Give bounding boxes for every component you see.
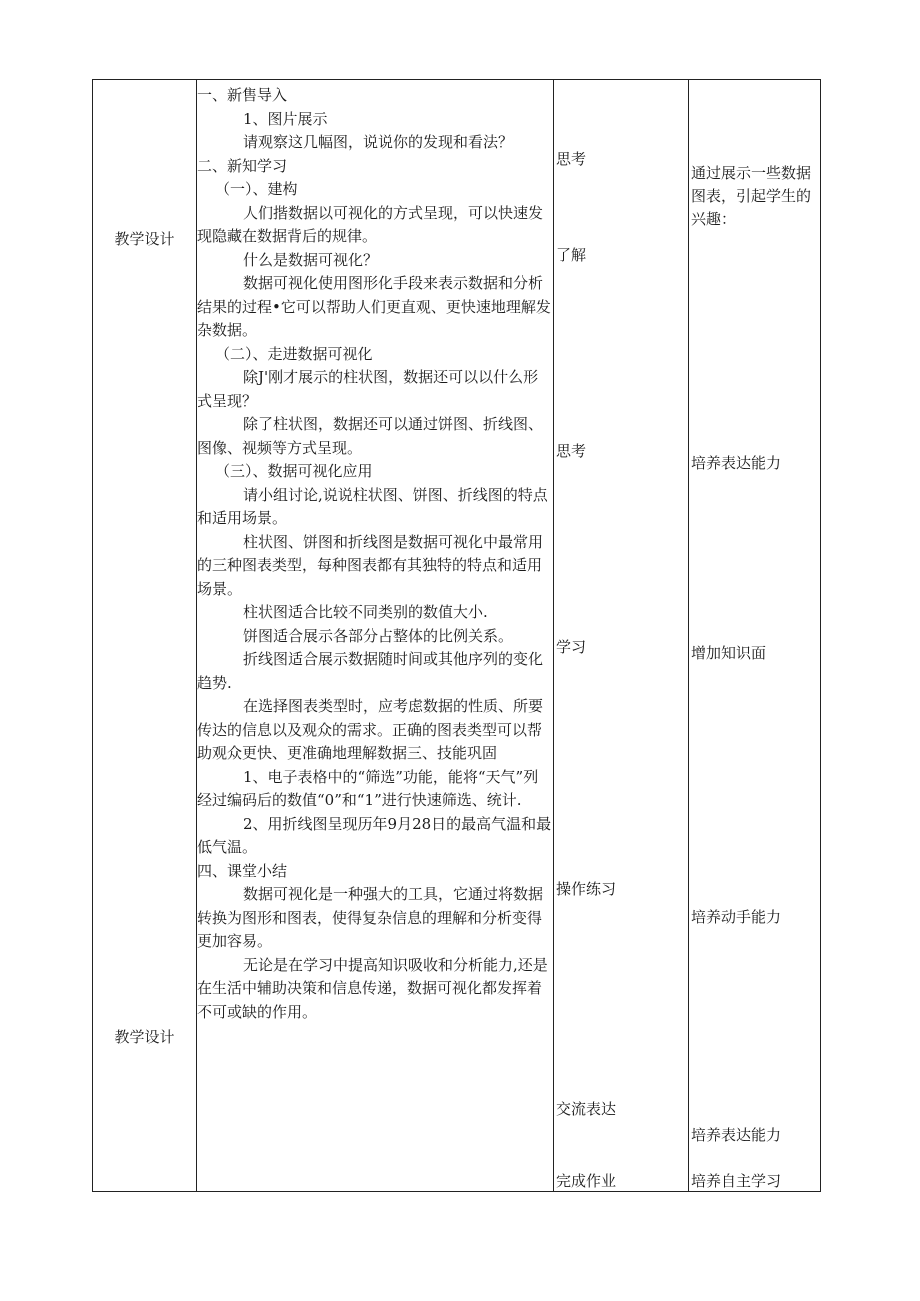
- activity-understand: 了解: [556, 246, 587, 264]
- content-paragraph: （二）、走进数据可视化: [215, 344, 373, 363]
- content-paragraph: 请小组讨论,说说柱状图、饼图、折线图的特点和适用场景。: [197, 485, 548, 527]
- activity-study: 学习: [556, 638, 587, 656]
- activity-homework: 完成作业: [556, 1172, 617, 1190]
- content-paragraph: 人们揩数据以可视化的方式呈现，可以快速发现隐藏在数据背后的规律。: [197, 203, 544, 245]
- content-paragraph: 数据可视化是一种强大的工具，它通过将数据转换为图形和图表，使得复杂信息的理解和分析变得更加容易。: [197, 885, 544, 950]
- activity-practice: 操作练习: [556, 880, 617, 898]
- content-paragraph: （三）、数据可视化应用: [215, 462, 373, 480]
- content-paragraph: 数据可视化使用图形化手段来表示数据和分析结果的过程•它可以帮助人们更直观、更快速地理解发杂数据。: [197, 274, 551, 339]
- content-paragraph: 除了柱状图，数据还可以通过饼图、折线图、图像、视频等方式呈现。: [197, 415, 544, 457]
- content-paragraph: 折线图适合展示数据随时间或其他序列的变化趋势.: [197, 650, 544, 692]
- activity-think-1: 思考: [556, 150, 587, 168]
- section-label-top: 教学设计: [114, 230, 175, 248]
- content-paragraph: 请观察这几幅图，说说你的发现和看法？: [243, 133, 514, 151]
- activity-express: 交流表达: [556, 1100, 617, 1118]
- intent-expression-1: 培养表达能力: [691, 454, 782, 472]
- content-paragraph: 1、电子表格中的“筛选”功能，能将“天气”列经过编码后的数值“0”和“1”进行快速筛选、统计.: [197, 767, 539, 809]
- column-divider: [553, 80, 554, 1191]
- content-paragraph: 2、用折线图呈现历年9月28日的最高气温和最低气温。: [197, 814, 552, 856]
- content-paragraph: （一）、建构: [215, 180, 298, 198]
- content-paragraph: 一、新售导入: [197, 86, 288, 104]
- content-paragraph: 柱状图、饼图和折线图是数据可视化中最常用的三种图表类型，每种图表都有其独特的特点和适用场景。: [197, 532, 544, 598]
- content-paragraph: 柱状图适合比较不同类别的数值大小.: [243, 603, 488, 621]
- content-paragraph: 什么是数据可视化？: [243, 250, 379, 269]
- lesson-design-table: [92, 79, 821, 1192]
- column-divider: [688, 80, 689, 1191]
- content-paragraph: 二、新知学习: [197, 156, 288, 175]
- teaching-content: [197, 84, 553, 1024]
- intent-hands-on: 培养动手能力: [691, 908, 782, 926]
- content-paragraph: 除J'刚才展示的柱状图，数据还可以以什么形式呈现？: [197, 368, 539, 410]
- intent-knowledge: 增加知识面: [691, 644, 767, 662]
- intent-self-study: 培养自主学习: [691, 1172, 782, 1190]
- intent-interest: 通过展示一些数据图表，引起学生的兴趣：: [691, 164, 812, 228]
- content-paragraph: 饼图适合展示各部分占整体的比例关系。: [243, 626, 514, 645]
- content-paragraph: 四、课堂小结: [197, 861, 288, 880]
- activity-think-2: 思考: [556, 442, 587, 460]
- content-paragraph: 在选择图表类型时，应考虑数据的性质、所要传达的信息以及观众的需求。正确的图表类型可以帮助观众更快、更准确地理解数据三、技能巩固: [197, 697, 544, 762]
- content-paragraph: 无论是在学习中提高知识吸收和分析能力,还是在生活中辅助决策和信息传递，数据可视化都发挥着不可或缺的作用。: [197, 955, 548, 1021]
- content-paragraph: 1、图片展示: [243, 109, 328, 128]
- intent-expression-2: 培养表达能力: [691, 1126, 782, 1144]
- section-label-bottom: 教学设计: [114, 1028, 175, 1046]
